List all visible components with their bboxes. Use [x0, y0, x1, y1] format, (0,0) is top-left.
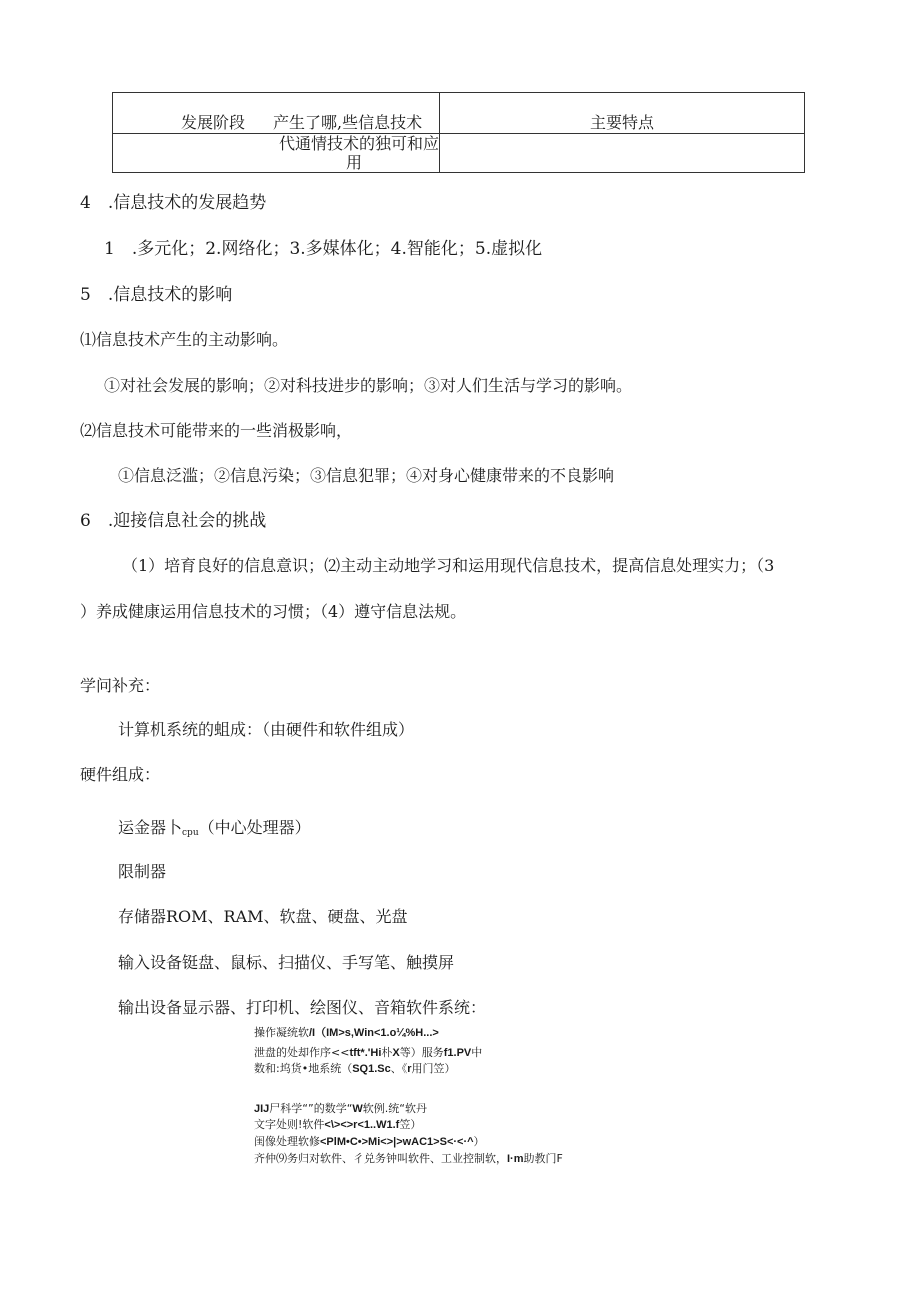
col-features-header: 主要特点 — [440, 93, 805, 134]
challenge-line-2: ）养成健康运用信息技术的习惯；（4）遵守信息法规。 — [80, 602, 467, 621]
negative-impact-heading: ⑵信息技术可能带来的一些消极影响， — [80, 421, 353, 440]
section-5-heading: 5 .信息技术的影响 — [80, 285, 233, 305]
software-line-os: 操作凝统软/I（IM>s,Win<1.o¼%H...> — [254, 1026, 439, 1039]
controller-line: 限制器 — [118, 862, 167, 881]
section-6-heading: 6 .迎接信息社会的挑战 — [80, 511, 267, 531]
table-header-left — [113, 93, 440, 134]
negative-impact-list: ①信息泛滥；②信息污染；③信息犯罪；④对身心健康带来的不良影响 — [118, 466, 615, 485]
software-line-text: 文字处则!软件<\><>r<1..W1.f笠） — [254, 1118, 422, 1131]
table-cell-tech — [113, 134, 440, 173]
software-line-scientific: JIJ尸科学“”的数学“W软例.统“软丹 — [254, 1102, 427, 1115]
col-tech-header: 产生了哪,些信息技术 — [273, 113, 423, 132]
table-cell-line: 用 — [346, 153, 363, 172]
table-cell-features — [440, 134, 805, 173]
table-cell-line: 代通情技术的独可和应 — [278, 134, 439, 153]
col-stage-header: 发展阶段 — [181, 113, 246, 132]
section-4-heading: 4 .信息技术的发展趋势 — [80, 193, 267, 213]
supplement-heading: 学问补充： — [80, 676, 161, 695]
computer-system-line: 计算机系统的蛆成：（由硬件和软件组成） — [118, 720, 415, 739]
alu-label: 运金器卜 — [118, 818, 183, 837]
software-line-image: 闺像处理软修<PlM•C•>Mi<>|>wAC1>S<·<·^） — [254, 1135, 485, 1148]
trends-list: 1 .多元化；2.网络化；3.多媒体化；4.智能化；5.虚拟化 — [104, 239, 543, 259]
storage-line: 存储器ROM、RAM、软盘、硬盘、光盘 — [118, 907, 408, 926]
challenge-line-1: （1）培育良好的信息意识；⑵主动主动地学习和运用现代信息技术，提高信息处理实力；（3 — [122, 556, 775, 575]
software-line-database: 数和:坞货•地系统（SQ1.Sc、《r用门笠） — [254, 1062, 456, 1075]
hardware-heading: 硬件组成： — [80, 765, 161, 784]
software-line-misc: 齐仲⑼务归对软件、彳兑务钟叫软件、工业控制软，I·m助教门F — [254, 1152, 563, 1165]
alu-desc: （中心处理器） — [198, 818, 311, 837]
input-line: 输入设备铤盘、鼠标、扫描仪、手写笔、触摸屏 — [118, 953, 455, 972]
positive-impact-heading: ⑴信息技术产生的主动影响。 — [80, 330, 289, 349]
software-line-utility: 泄盘的处却作序<<tft*.'Hi朴X等）服务f1.PV中 — [254, 1046, 483, 1059]
alu-line — [118, 818, 311, 843]
output-line: 输出设备显示器、打印机、绘图仪、音箱软件系统： — [118, 998, 487, 1017]
cpu-subscript: cpu — [182, 828, 199, 838]
stage-table — [112, 92, 805, 173]
positive-impact-list: ①对社会发展的影响；②对科技进步的影响；③对人们生活与学习的影响。 — [104, 376, 633, 395]
